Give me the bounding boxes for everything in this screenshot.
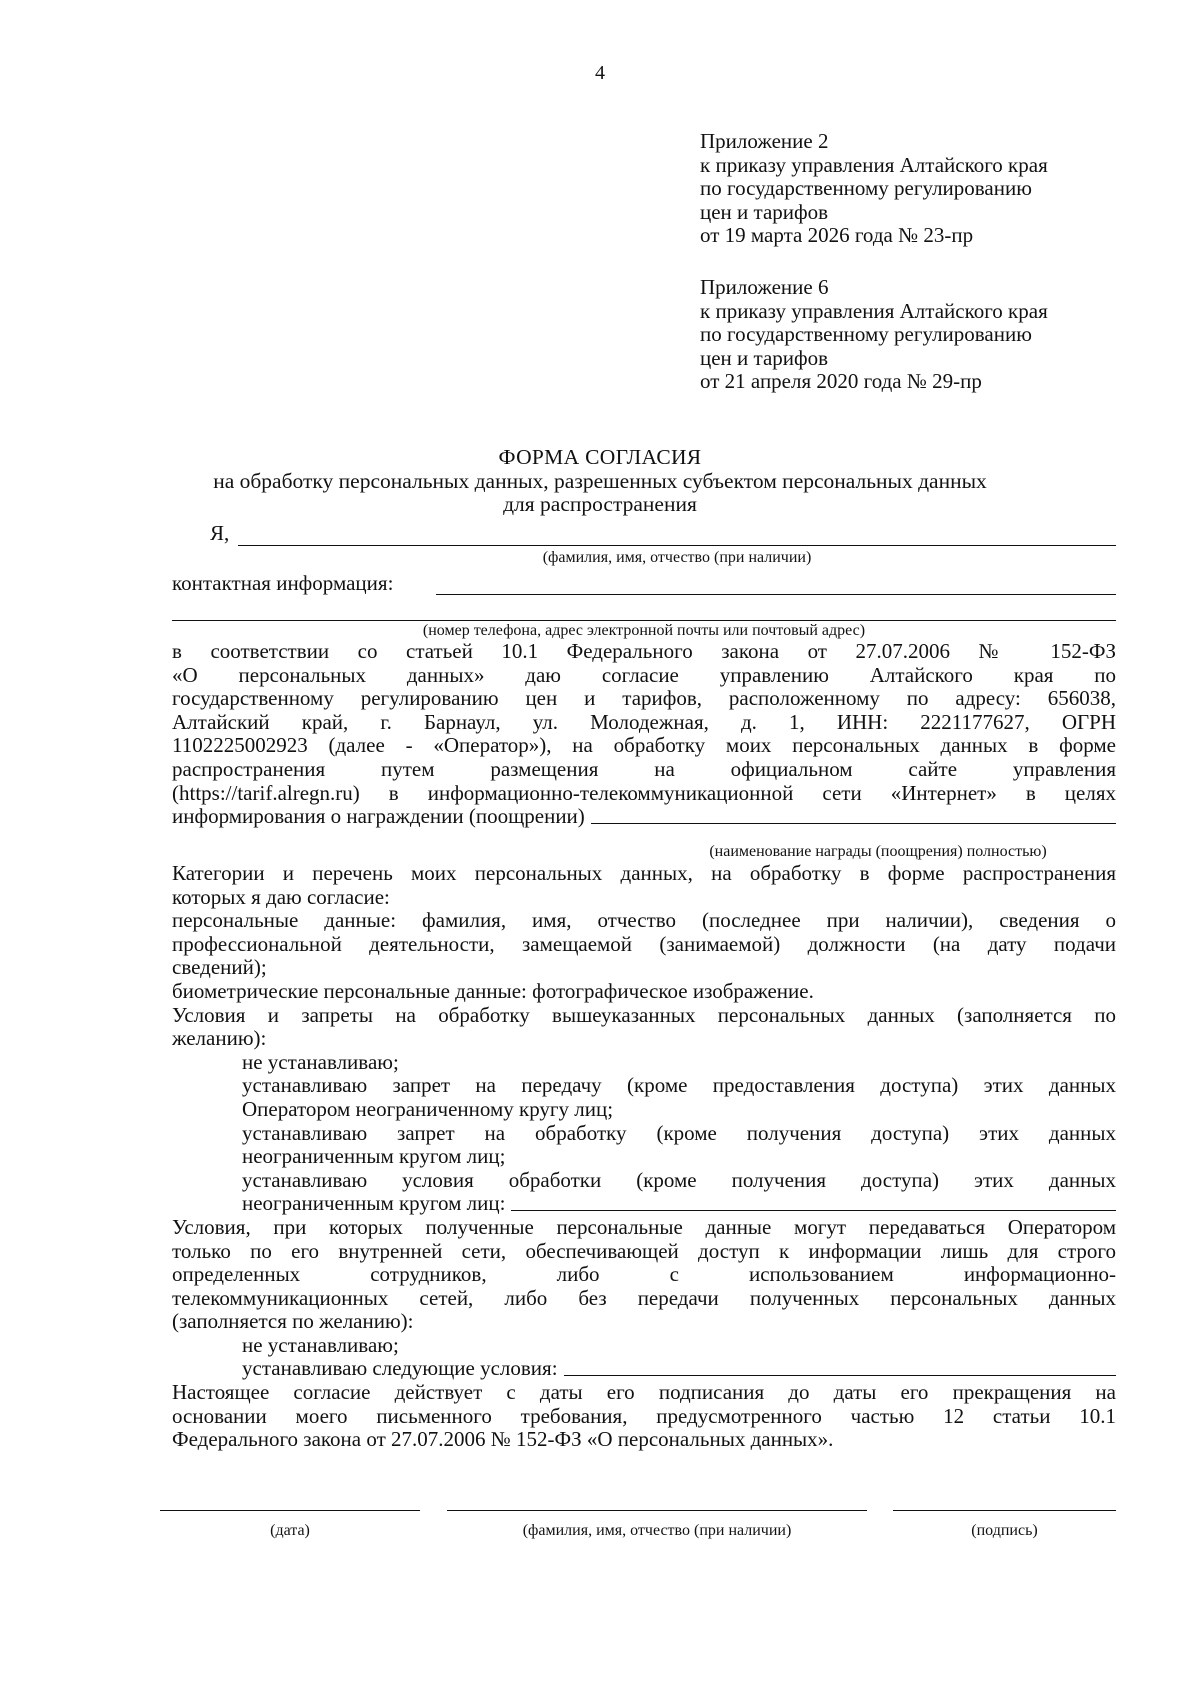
- appendix-6-line: от 21 апреля 2020 года № 29-пр: [700, 369, 982, 393]
- appendix-6-line: цен и тарифов: [700, 345, 829, 370]
- appendix-2-line: к приказу управления Алтайского края: [700, 152, 1048, 177]
- categories-line: сведений);: [172, 955, 267, 980]
- page-number: 4: [595, 62, 605, 84]
- award-line: [172, 805, 1116, 829]
- consent-line: в соответствии со статьей 10.1 Федерального закона от 27.07.2006 № 152-ФЗ: [172, 639, 1116, 663]
- signature-fill-line[interactable]: [893, 1510, 1116, 1511]
- consent-paragraph: [172, 640, 1116, 829]
- network-conditions-fill-line[interactable]: [564, 1374, 1116, 1376]
- fio-fill-line[interactable]: [238, 545, 1116, 546]
- consent-line: (https://tarif.alregn.ru) в информационно-телекоммуникационной сети «Интернет» в целях: [172, 780, 1116, 805]
- validity-line: основании моего письменного требования, предусмотренного частью 12 статьи 10.1: [172, 1403, 1116, 1428]
- validity-line: Настоящее согласие действует с даты его подписания до даты его прекращения на: [172, 1380, 1116, 1405]
- network-line: определенных сотрудников, либо с использованием информационно-: [172, 1262, 1116, 1287]
- contact-label: контактная информация:: [172, 571, 394, 595]
- consent-line: распространения путем размещения на официальном сайте управления: [172, 756, 1116, 781]
- form-title: [0, 446, 1200, 517]
- option-line: не устанавливаю;: [242, 1332, 399, 1357]
- option-label: устанавливаю следующие условия:: [242, 1356, 558, 1381]
- award-caption: (наименование награды (поощрения) полностью): [709, 843, 1047, 860]
- title-main: ФОРМА СОГЛАСИЯ: [498, 445, 702, 469]
- contact-fill-line-2[interactable]: [172, 620, 1116, 621]
- option-line-with-fill: [242, 1357, 1116, 1381]
- network-line: телекоммуникационных сетей, либо без передачи полученных персональных данных: [172, 1285, 1116, 1310]
- contact-caption: (номер телефона, адрес электронной почты или почтовый адрес): [422, 622, 866, 639]
- consent-line: государственному регулированию цен и тарифов, расположенному по адресу: 656038,: [172, 686, 1116, 711]
- option-label: неограниченным кругом лиц:: [242, 1191, 506, 1216]
- option-line: устанавливаю условия обработки (кроме получения доступа) этих данных: [242, 1167, 1116, 1192]
- title-sub: для распространения: [503, 492, 697, 516]
- date-fill-line[interactable]: [160, 1510, 420, 1511]
- option-line: устанавливаю запрет на обработку (кроме получения доступа) этих данных: [242, 1120, 1116, 1145]
- contact-fill-line[interactable]: [436, 594, 1116, 595]
- consent-line: 1102225002923 (далее - «Оператор»), на обработку моих персональных данных в форме: [172, 733, 1116, 758]
- option-line: неограниченным кругом лиц;: [242, 1144, 506, 1169]
- option-line: Оператором неограниченному кругу лиц;: [242, 1096, 614, 1121]
- categories-paragraph: [172, 862, 1116, 1452]
- i-label: Я,: [210, 521, 230, 545]
- appendix-6-line: по государственному регулированию: [700, 322, 1032, 346]
- option-line: устанавливаю запрет на передачу (кроме предоставления доступа) этих данных: [242, 1073, 1116, 1098]
- appendix-2-line: Приложение 2: [700, 129, 829, 153]
- appendix-2-block: [700, 130, 1170, 248]
- consent-line: «О персональных данных» даю согласие управлению Алтайского края по: [172, 662, 1116, 687]
- fio-caption: (фамилия, имя, отчество (при наличии): [542, 549, 812, 566]
- validity-line: Федерального закона от 27.07.2006 № 152-ФЗ «О персональных данных».: [172, 1427, 834, 1452]
- network-line: (заполняется по желанию):: [172, 1309, 414, 1334]
- categories-line: Условия и запреты на обработку вышеуказанных персональных данных (заполняется по: [172, 1002, 1116, 1027]
- signature-fio-fill-line[interactable]: [447, 1510, 867, 1511]
- network-line: только по его внутренней сети, обеспечивающей доступ к информации лишь для строго: [172, 1238, 1116, 1263]
- appendix-2-line: по государственному регулированию: [700, 176, 1032, 200]
- network-line: Условия, при которых полученные персональные данные могут передаваться Оператором: [172, 1214, 1116, 1239]
- option-line: не устанавливаю;: [242, 1049, 399, 1074]
- title-sub: на обработку персональных данных, разрешенных субъектом персональных данных: [213, 468, 987, 493]
- consent-line: Алтайский край, г. Барнаул, ул. Молодежная, д. 1, ИНН: 2221177627, ОГРН: [172, 709, 1116, 734]
- categories-line: персональные данные: фамилия, имя, отчество (последнее при наличии), сведения о: [172, 908, 1116, 933]
- appendix-2-line: от 19 марта 2026 года № 23-пр: [700, 223, 974, 247]
- categories-line: желанию):: [172, 1026, 267, 1051]
- appendix-2-line: цен и тарифов: [700, 199, 829, 224]
- signature-fio-caption: (фамилия, имя, отчество (при наличии): [522, 1522, 792, 1539]
- option-line-with-fill: [242, 1192, 1116, 1216]
- signature-caption: (подпись): [971, 1522, 1038, 1539]
- appendix-6-line: к приказу управления Алтайского края: [700, 298, 1048, 323]
- categories-line: которых я даю согласие:: [172, 884, 390, 909]
- date-caption: (дата): [270, 1522, 310, 1539]
- appendix-6-line: Приложение 6: [700, 275, 829, 299]
- categories-line: профессиональной деятельности, замещаемой (занимаемой) должности (на дату подачи: [172, 931, 1116, 956]
- categories-line: биометрические персональные данные: фотографическое изображение.: [172, 978, 814, 1003]
- award-label: информирования о награждении (поощрении): [172, 804, 585, 829]
- conditions-fill-line[interactable]: [511, 1209, 1116, 1211]
- categories-line: Категории и перечень моих персональных данных, на обработку в форме распространения: [172, 861, 1116, 885]
- appendix-6-block: [700, 276, 1170, 394]
- award-fill-line[interactable]: [591, 822, 1116, 824]
